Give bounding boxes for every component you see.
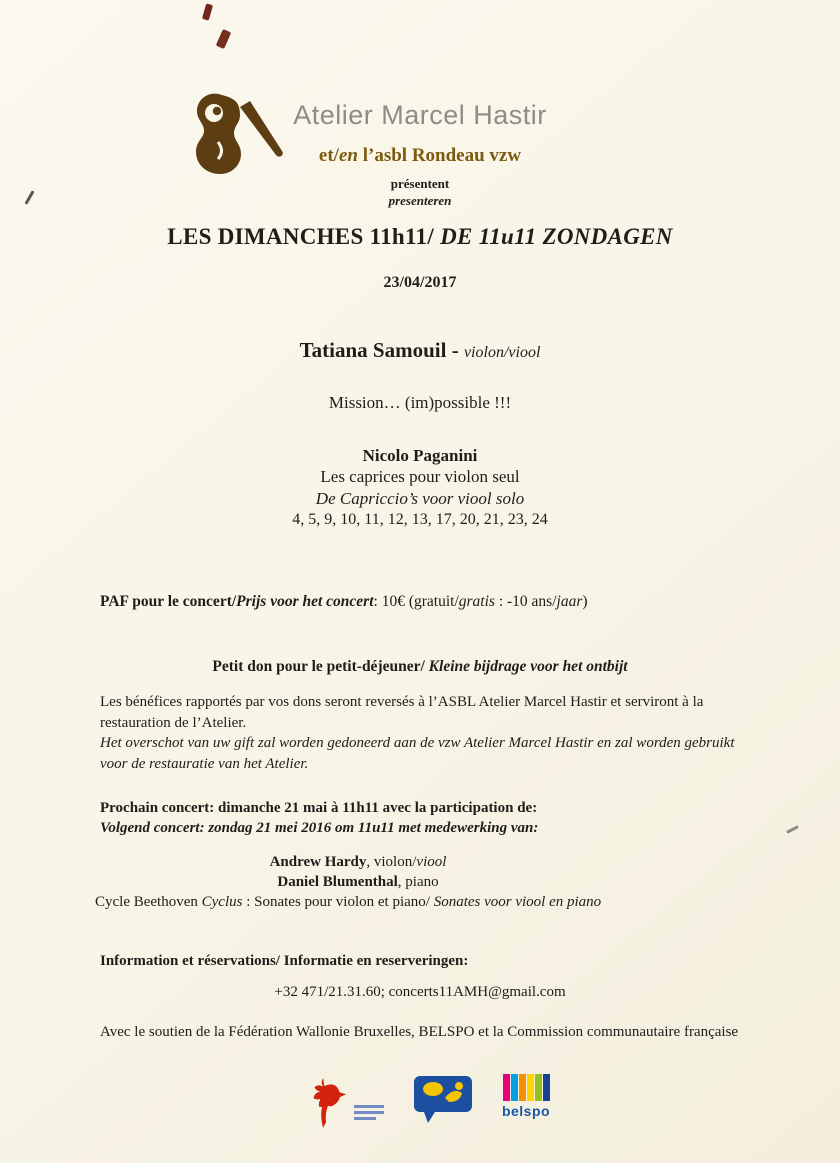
next-artist-1-instrument: , violon/ — [366, 854, 417, 871]
next-artist-1-name: Andrew Hardy — [269, 854, 367, 871]
price-jaar-word: jaar — [556, 592, 583, 610]
belspo-logo-icon — [503, 1074, 550, 1101]
price-label-fr: PAF pour le concert/ — [100, 592, 237, 610]
next-concert-heading-nl: Volgend concert: zondag 21 mei 2016 om 11u11 met medewerking van: — [100, 819, 539, 836]
next-concert-heading — [100, 798, 748, 839]
next-concert-artists — [0, 853, 778, 892]
next-artist-2-instrument: , piano — [397, 873, 439, 890]
footer-logos-row — [6, 1074, 840, 1128]
next-artist-2-name: Daniel Blumenthal — [277, 873, 398, 890]
artist-line — [0, 338, 840, 363]
artist-instrument: violon/viool — [463, 344, 541, 361]
concert-date: 23/04/2017 — [383, 274, 457, 291]
org-en-italic: en — [338, 145, 358, 166]
header-block — [0, 0, 840, 209]
donation-body — [100, 692, 748, 775]
program-title: Mission… (im)possible !!! — [328, 393, 512, 412]
donation-body-fr: Les bénéfices rapportés par vos dons seront reversés à l’ASBL Atelier Marcel Hastir et serviront à la restauration de l’Atelier. — [100, 693, 704, 731]
cycle-mid: : Sonates pour violon et piano/ — [242, 894, 434, 911]
belspo-logo-block — [502, 1074, 550, 1119]
donation-heading-fr: Petit don pour le petit-déjeuner/ — [212, 657, 429, 675]
donation-body-nl: Het overschot van uw gift zal worden gedoneerd aan de vzw Atelier Marcel Hastir en zal worden gebruikt voor de restauratie van het Atelier. — [100, 735, 735, 773]
rooster-logo-icon — [302, 1074, 350, 1128]
fwb-logo-caption-lines — [354, 1105, 384, 1128]
next-artist-1 — [0, 853, 778, 873]
cycle-fr: Cycle Beethoven — [95, 894, 202, 911]
org-fr: et/ — [318, 145, 339, 166]
price-gratis-word: gratis — [458, 592, 495, 610]
caprice-numbers: 4, 5, 9, 10, 11, 12, 13, 17, 20, 21, 23, 24 — [292, 511, 548, 529]
price-close: ) — [582, 592, 588, 610]
belspo-label: belspo — [501, 1103, 551, 1120]
price-label-nl: Prijs voor het concert — [236, 592, 374, 610]
info-heading-nl: Informatie en reserveringen: — [279, 952, 469, 969]
price-value: : 10€ (gratuit/ — [373, 592, 459, 610]
contact-line: +32 471/21.31.60; concerts11AMH@gmail.com — [274, 983, 566, 1000]
composer-name: Nicolo Paganini — [362, 446, 478, 465]
series-title-nl: DE 11u11 ZONDAGEN — [434, 224, 673, 249]
cycle-nl: Sonates voor viool en piano — [433, 894, 602, 911]
info-heading — [100, 953, 748, 970]
info-heading-fr: Information et réservations/ — [100, 952, 280, 969]
next-artist-2 — [0, 873, 778, 893]
work-title-nl: De Capriccio’s voor viool solo — [315, 489, 525, 509]
donation-heading — [0, 658, 840, 676]
work-title-fr: Les caprices pour violon seul — [320, 467, 520, 486]
present-label-nl: presenteren — [388, 193, 452, 208]
series-title — [0, 224, 840, 250]
vgc-logo-icon — [412, 1074, 474, 1124]
support-line: Avec le soutien de la Fédération Wallonie Bruxelles, BELSPO et la Commission communautaire française — [100, 1023, 739, 1040]
atelier-title: Atelier Marcel Hastir — [293, 100, 547, 130]
donation-heading-nl: Kleine bijdrage voor het ontbijt — [428, 657, 628, 675]
artist-separator: - — [446, 338, 464, 362]
next-artist-1-instrument-nl: viool — [416, 854, 447, 871]
next-concert-heading-fr: Prochain concert: dimanche 21 mai à 11h11 avec la participation de: — [100, 799, 538, 816]
cycle-line — [95, 893, 840, 913]
series-title-fr: LES DIMANCHES 11h11/ — [167, 224, 435, 249]
org-line — [0, 145, 840, 167]
price-age: : -10 ans/ — [494, 592, 557, 610]
price-line — [100, 593, 748, 611]
artist-name: Tatiana Samouil — [299, 338, 447, 362]
fwb-logo-block — [302, 1074, 384, 1128]
org-rest: l’asbl Rondeau vzw — [357, 145, 522, 166]
present-label-fr: présentent — [390, 176, 450, 191]
cycle-nl-word: Cyclus — [201, 894, 243, 911]
